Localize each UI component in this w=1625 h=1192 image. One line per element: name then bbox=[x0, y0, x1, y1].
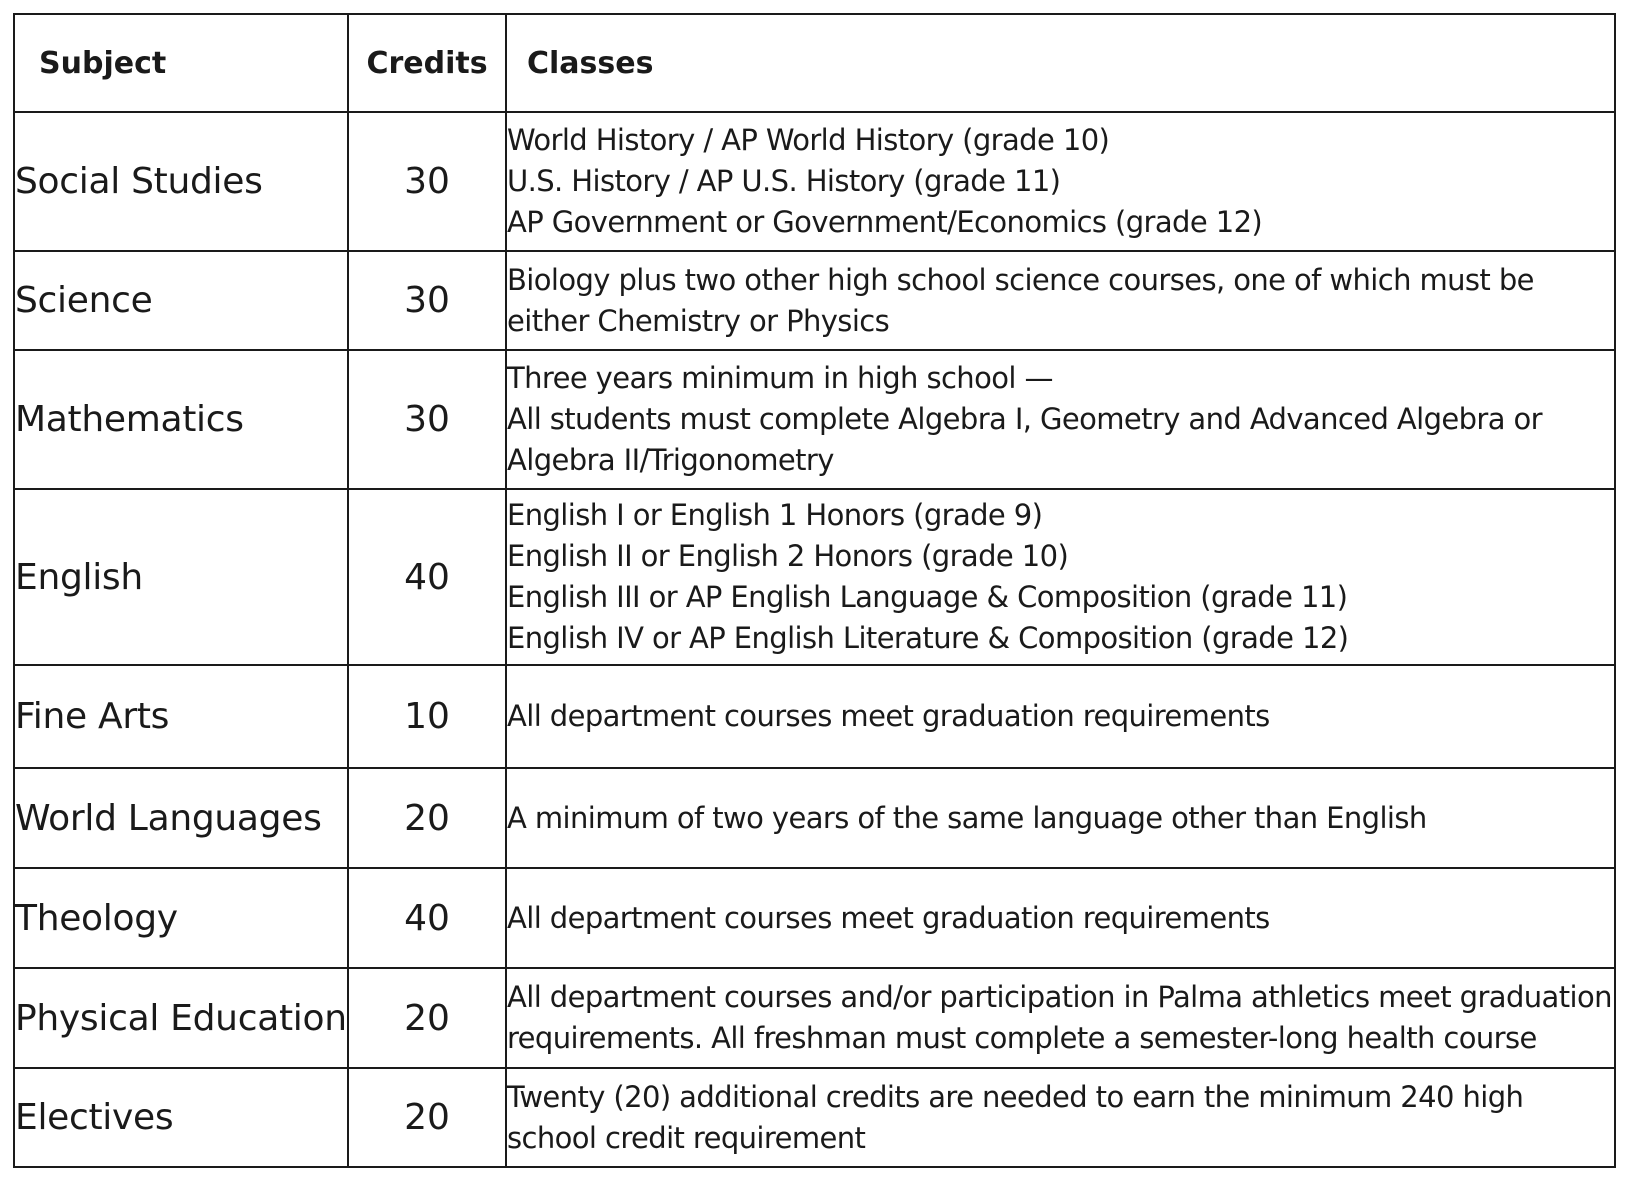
subject-cell: Fine Arts bbox=[14, 665, 348, 768]
column-header-credits: Credits bbox=[348, 14, 506, 112]
table-row bbox=[14, 1068, 1615, 1167]
subject-cell: World Languages bbox=[14, 768, 348, 868]
credits-cell: 30 bbox=[348, 112, 506, 251]
class-line: English II or English 2 Honors (grade 10) bbox=[507, 539, 1069, 573]
table-row bbox=[14, 489, 1615, 665]
table-row bbox=[14, 350, 1615, 489]
classes-cell bbox=[506, 665, 1615, 768]
class-line: All students must complete Algebra I, Geometry and Advanced Algebra or Algebra II/Trigonometry bbox=[507, 402, 1543, 477]
credits-cell: 30 bbox=[348, 350, 506, 489]
subject-cell: Social Studies bbox=[14, 112, 348, 251]
subject-cell: Theology bbox=[14, 868, 348, 968]
credits-cell: 10 bbox=[348, 665, 506, 768]
column-header-subject: Subject bbox=[14, 14, 348, 112]
class-line: All department courses meet graduation requirements bbox=[507, 900, 1270, 935]
subject-cell: Mathematics bbox=[14, 350, 348, 489]
classes-cell bbox=[506, 251, 1615, 350]
table-row bbox=[14, 665, 1615, 768]
classes-cell bbox=[506, 489, 1615, 665]
class-line: English III or AP English Language & Composition (grade 11) bbox=[507, 580, 1348, 614]
credits-cell: 40 bbox=[348, 489, 506, 665]
graduation-requirements-table bbox=[13, 13, 1616, 1168]
subject-cell: English bbox=[14, 489, 348, 665]
classes-cell bbox=[506, 868, 1615, 968]
classes-cell bbox=[506, 1068, 1615, 1167]
table-row bbox=[14, 251, 1615, 350]
subject-cell: Physical Education bbox=[14, 968, 348, 1068]
class-line: Biology plus two other high school science courses, one of which must be either Chemistry or Physics bbox=[507, 262, 1534, 338]
class-line: AP Government or Government/Economics (grade 12) bbox=[507, 205, 1263, 239]
class-line: Twenty (20) additional credits are needed to earn the minimum 240 high school credit requirement bbox=[507, 1079, 1524, 1155]
classes-cell bbox=[506, 768, 1615, 868]
class-line: English I or English 1 Honors (grade 9) bbox=[507, 498, 1043, 532]
table-row bbox=[14, 868, 1615, 968]
subject-cell: Electives bbox=[14, 1068, 348, 1167]
subject-cell: Science bbox=[14, 251, 348, 350]
table-row bbox=[14, 768, 1615, 868]
classes-cell bbox=[506, 350, 1615, 489]
classes-cell bbox=[506, 968, 1615, 1068]
table-header-row bbox=[14, 14, 1615, 112]
class-line: English IV or AP English Literature & Composition (grade 12) bbox=[507, 621, 1349, 655]
class-line: All department courses and/or participation in Palma athletics meet graduation requirements. All freshman must complete a semester-long health course bbox=[507, 980, 1612, 1055]
class-line: World History / AP World History (grade 10) bbox=[507, 123, 1110, 157]
class-line: All department courses meet graduation requirements bbox=[507, 699, 1270, 733]
credits-cell: 20 bbox=[348, 768, 506, 868]
column-header-classes: Classes bbox=[506, 14, 1615, 112]
table-row bbox=[14, 112, 1615, 251]
classes-cell bbox=[506, 112, 1615, 251]
credits-cell: 30 bbox=[348, 251, 506, 350]
class-line: A minimum of two years of the same language other than English bbox=[507, 800, 1427, 835]
table-row bbox=[14, 968, 1615, 1068]
class-line: U.S. History / AP U.S. History (grade 11) bbox=[507, 164, 1061, 198]
credits-cell: 20 bbox=[348, 1068, 506, 1167]
credits-cell: 20 bbox=[348, 968, 506, 1068]
class-line: Three years minimum in high school — bbox=[507, 361, 1053, 395]
credits-cell: 40 bbox=[348, 868, 506, 968]
